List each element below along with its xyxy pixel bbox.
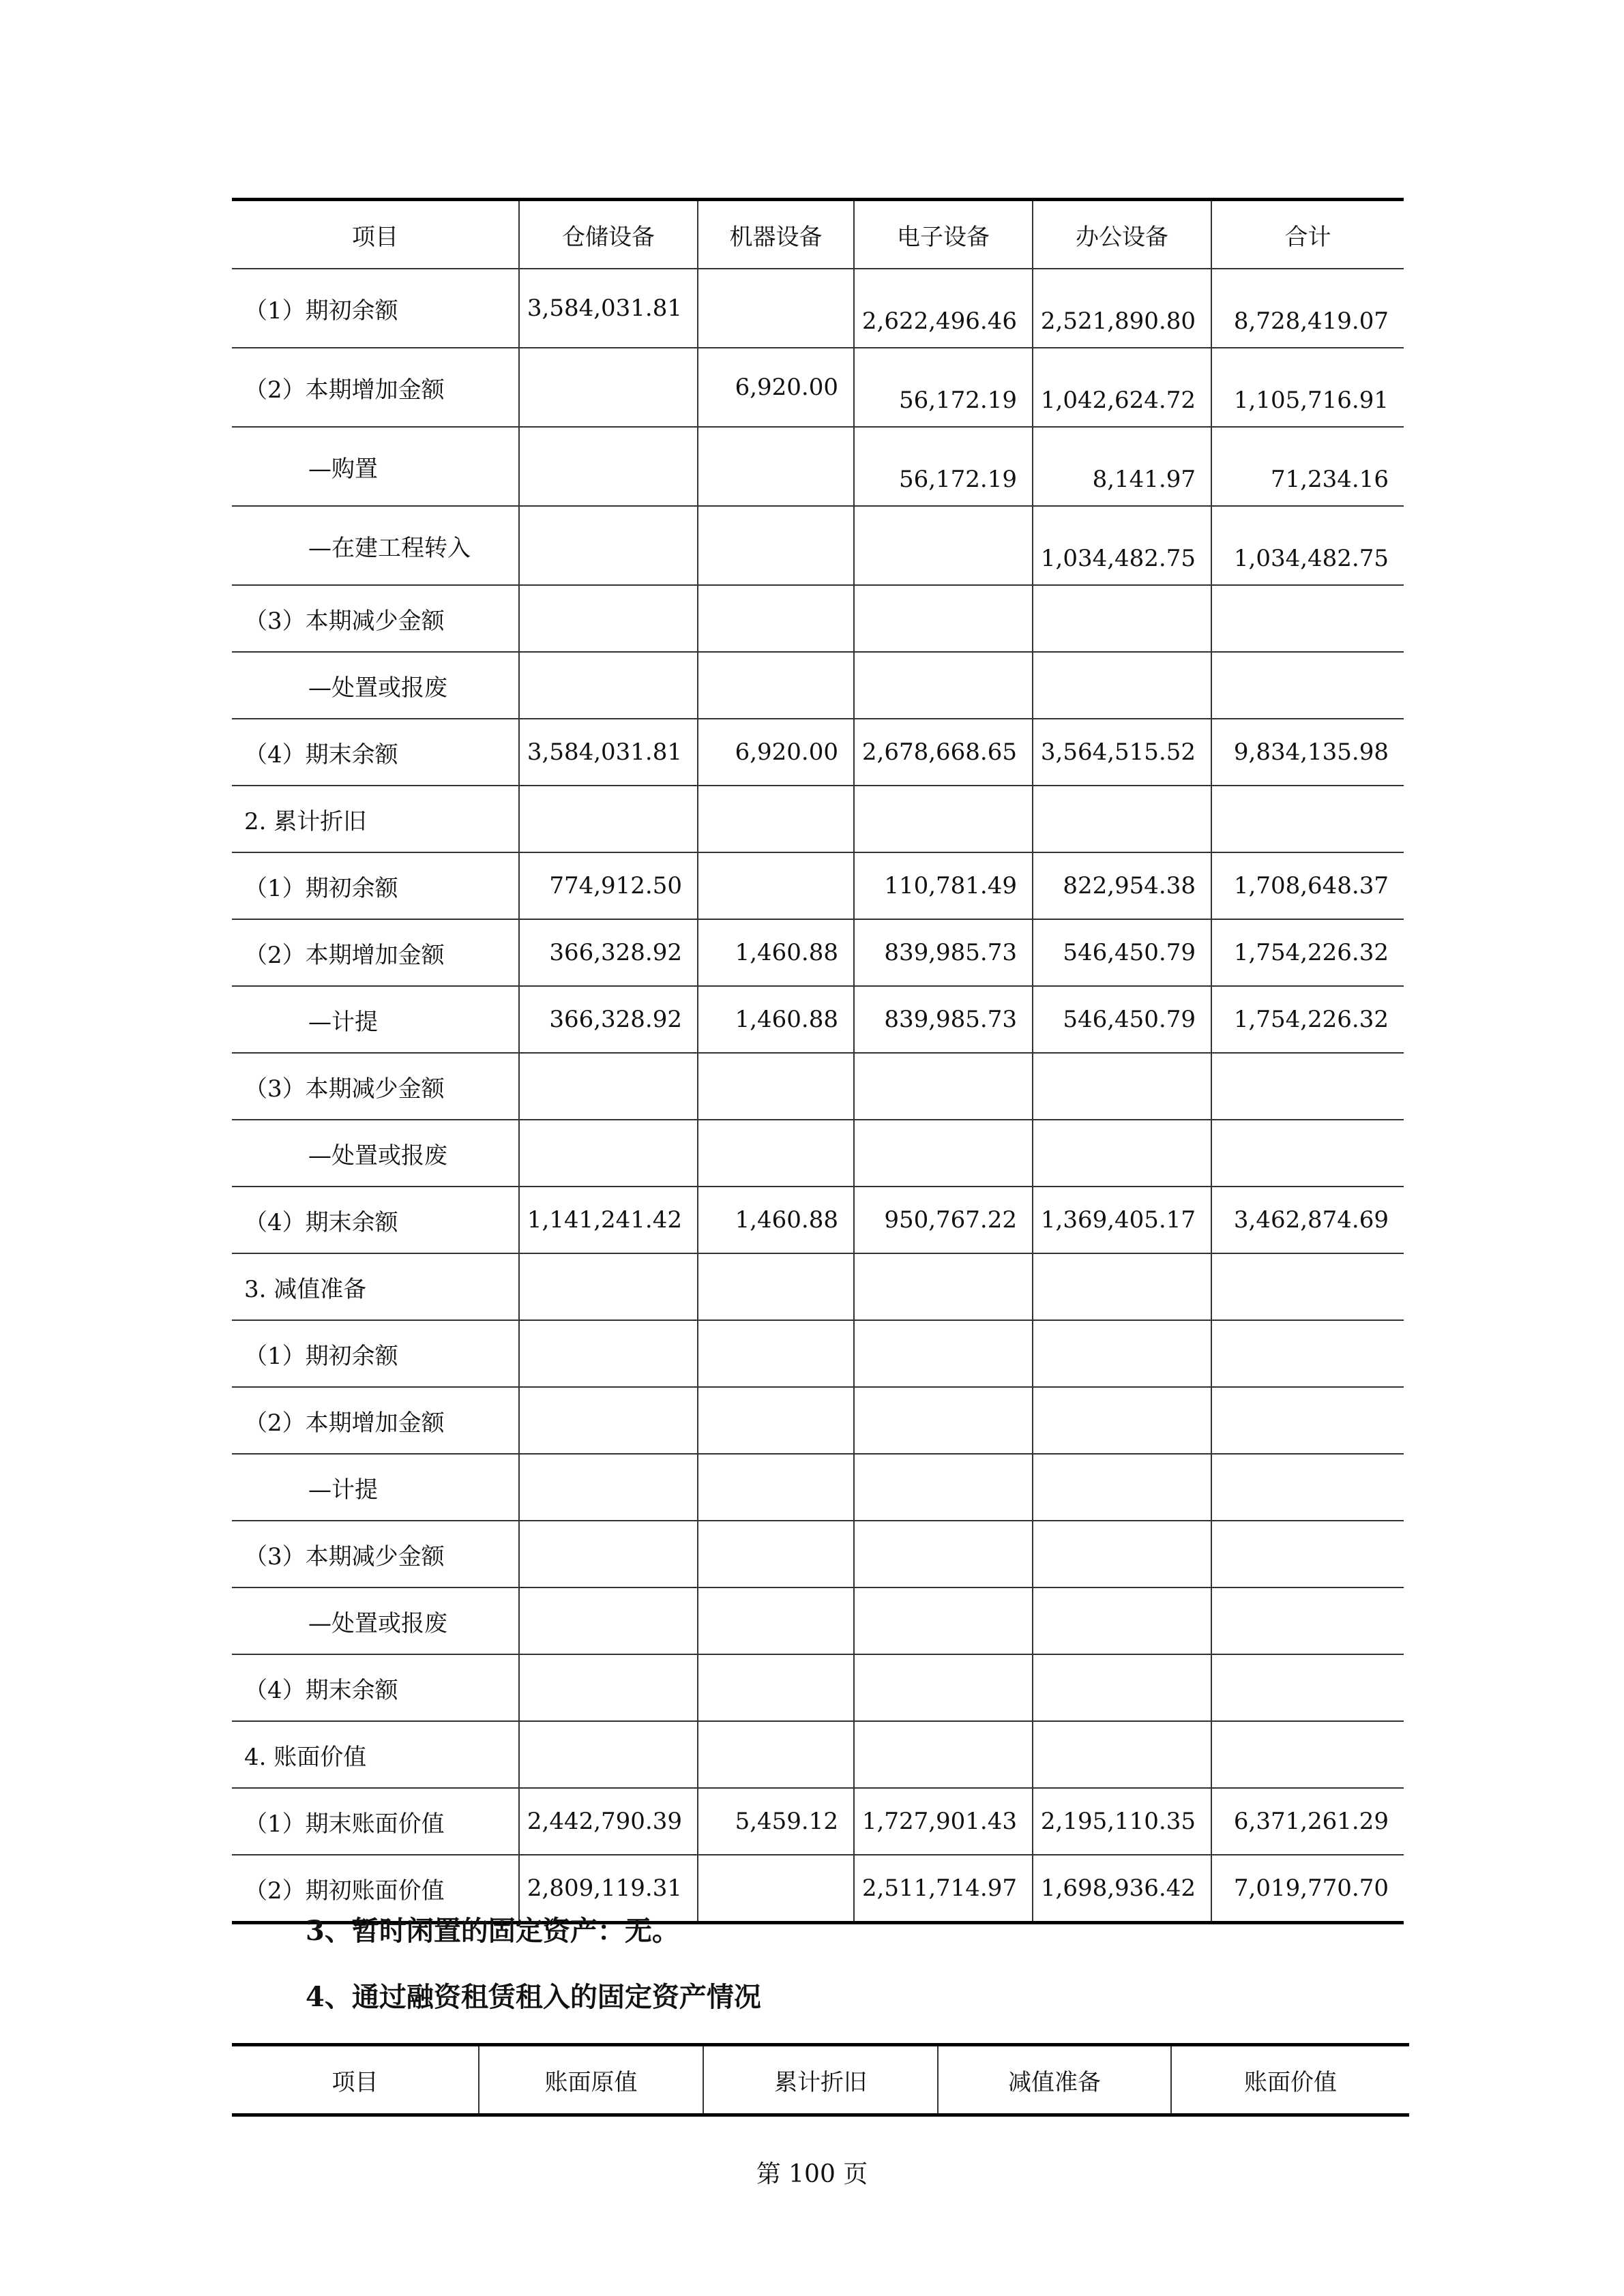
table-cell bbox=[1033, 585, 1211, 652]
table-cell: 2,622,496.46 bbox=[854, 269, 1033, 348]
row-label: （4）期末余额 bbox=[232, 1654, 519, 1721]
table-cell bbox=[1033, 1053, 1211, 1120]
header-electronic-equipment: 电子设备 bbox=[854, 200, 1033, 269]
header-office-equipment: 办公设备 bbox=[1033, 200, 1211, 269]
table-cell bbox=[1033, 1120, 1211, 1187]
table-cell: 6,371,261.29 bbox=[1211, 1788, 1404, 1855]
table-row bbox=[232, 1120, 1404, 1187]
header-accumulated-depreciation: 累计折旧 bbox=[703, 2045, 938, 2115]
table-cell bbox=[1033, 1387, 1211, 1454]
table-cell: 2,511,714.97 bbox=[854, 1855, 1033, 1923]
table-cell: 2,521,890.80 bbox=[1033, 269, 1211, 348]
table-cell: 110,781.49 bbox=[854, 852, 1033, 919]
table-row bbox=[232, 1253, 1404, 1320]
table-cell bbox=[698, 585, 854, 652]
table-cell: 1,034,482.75 bbox=[1033, 506, 1211, 585]
table-cell bbox=[519, 1053, 698, 1120]
table-cell bbox=[698, 786, 854, 852]
fixed-assets-table-header bbox=[232, 200, 1404, 269]
row-label: （2）本期增加金额 bbox=[232, 1387, 519, 1454]
table-cell: 1,460.88 bbox=[698, 1187, 854, 1253]
table-cell: 1,141,241.42 bbox=[519, 1187, 698, 1253]
table-cell bbox=[1211, 1053, 1404, 1120]
table-cell bbox=[519, 786, 698, 852]
table-cell: 5,459.12 bbox=[698, 1788, 854, 1855]
table-cell bbox=[1211, 1454, 1404, 1521]
table-row bbox=[232, 652, 1404, 719]
header-item: 项目 bbox=[232, 2045, 479, 2115]
table-cell: 2,442,790.39 bbox=[519, 1788, 698, 1855]
row-label: （1）期末账面价值 bbox=[232, 1788, 519, 1855]
table-cell: 6,920.00 bbox=[698, 719, 854, 786]
table-cell: 546,450.79 bbox=[1033, 919, 1211, 986]
table-cell bbox=[698, 1521, 854, 1587]
table-cell bbox=[854, 1587, 1033, 1654]
table-row bbox=[232, 1788, 1404, 1855]
section-heading-idle-assets: 3、暂时闲置的固定资产：无。 bbox=[306, 1915, 679, 1947]
row-label: （3）本期减少金额 bbox=[232, 1521, 519, 1587]
table-cell bbox=[519, 585, 698, 652]
header-row bbox=[232, 200, 1404, 269]
table-cell: 1,460.88 bbox=[698, 919, 854, 986]
table-row bbox=[232, 719, 1404, 786]
table-cell bbox=[698, 269, 854, 348]
row-label: —处置或报废 bbox=[232, 1120, 519, 1187]
table-cell bbox=[519, 427, 698, 506]
row-label: （2）本期增加金额 bbox=[232, 919, 519, 986]
table-cell: 7,019,770.70 bbox=[1211, 1855, 1404, 1923]
table-row bbox=[232, 919, 1404, 986]
table-row bbox=[232, 269, 1404, 348]
table-cell bbox=[854, 1521, 1033, 1587]
page-number: 第 100 页 bbox=[756, 2160, 868, 2188]
header-impairment-provision: 减值准备 bbox=[938, 2045, 1171, 2115]
table-cell bbox=[698, 506, 854, 585]
table-cell bbox=[698, 427, 854, 506]
row-label: （4）期末余额 bbox=[232, 1187, 519, 1253]
table-row bbox=[232, 427, 1404, 506]
table-cell bbox=[1033, 1721, 1211, 1788]
table-cell bbox=[854, 786, 1033, 852]
table-cell: 2,195,110.35 bbox=[1033, 1788, 1211, 1855]
table-cell bbox=[519, 348, 698, 427]
table-cell bbox=[519, 1387, 698, 1454]
table-cell: 3,584,031.81 bbox=[519, 719, 698, 786]
table-cell bbox=[854, 1654, 1033, 1721]
table-row bbox=[232, 348, 1404, 427]
table-cell: 1,727,901.43 bbox=[854, 1788, 1033, 1855]
table-cell bbox=[1211, 1587, 1404, 1654]
table-cell bbox=[1211, 1721, 1404, 1788]
row-label: （4）期末余额 bbox=[232, 719, 519, 786]
table-cell: 1,369,405.17 bbox=[1033, 1187, 1211, 1253]
table-cell bbox=[1211, 1521, 1404, 1587]
row-label: —计提 bbox=[232, 1454, 519, 1521]
section-heading-finance-lease-assets: 4、通过融资租赁租入的固定资产情况 bbox=[306, 1981, 761, 2013]
finance-lease-table bbox=[232, 2043, 1409, 2117]
table-cell: 3,584,031.81 bbox=[519, 269, 698, 348]
table-cell bbox=[698, 652, 854, 719]
row-label: 2. 累计折旧 bbox=[232, 786, 519, 852]
header-total: 合计 bbox=[1211, 200, 1404, 269]
table-cell: 2,809,119.31 bbox=[519, 1855, 698, 1923]
table-row bbox=[232, 1587, 1404, 1654]
table-cell bbox=[1211, 1320, 1404, 1387]
table-cell bbox=[854, 1721, 1033, 1788]
table-cell bbox=[854, 585, 1033, 652]
table-cell: 9,834,135.98 bbox=[1211, 719, 1404, 786]
row-label: （3）本期减少金额 bbox=[232, 585, 519, 652]
table-cell: 1,460.88 bbox=[698, 986, 854, 1053]
header-book-value: 账面价值 bbox=[1171, 2045, 1409, 2115]
table-cell: 366,328.92 bbox=[519, 919, 698, 986]
table-cell: 546,450.79 bbox=[1033, 986, 1211, 1053]
table-cell bbox=[519, 1454, 698, 1521]
row-label: （1）期初余额 bbox=[232, 852, 519, 919]
table-cell bbox=[1033, 652, 1211, 719]
table-cell bbox=[519, 1521, 698, 1587]
header-original-value: 账面原值 bbox=[479, 2045, 703, 2115]
table-cell bbox=[1211, 786, 1404, 852]
table-row bbox=[232, 506, 1404, 585]
table-cell bbox=[698, 1654, 854, 1721]
table-cell: 1,754,226.32 bbox=[1211, 919, 1404, 986]
row-label: —处置或报废 bbox=[232, 652, 519, 719]
table-cell: 56,172.19 bbox=[854, 348, 1033, 427]
table-cell bbox=[698, 1120, 854, 1187]
header-machinery: 机器设备 bbox=[698, 200, 854, 269]
table-cell bbox=[519, 506, 698, 585]
row-label: （2）期初账面价值 bbox=[232, 1855, 519, 1923]
header-storage-equipment: 仓储设备 bbox=[519, 200, 698, 269]
table-cell bbox=[1211, 1387, 1404, 1454]
table-cell: 1,105,716.91 bbox=[1211, 348, 1404, 427]
table-cell bbox=[1033, 1454, 1211, 1521]
row-label: —在建工程转入 bbox=[232, 506, 519, 585]
table-row bbox=[232, 1521, 1404, 1587]
row-label: （3）本期减少金额 bbox=[232, 1053, 519, 1120]
table-row bbox=[232, 1654, 1404, 1721]
table-cell: 1,034,482.75 bbox=[1211, 506, 1404, 585]
table-cell bbox=[519, 1587, 698, 1654]
table-cell bbox=[698, 1253, 854, 1320]
table-cell bbox=[519, 1654, 698, 1721]
table-cell: 839,985.73 bbox=[854, 919, 1033, 986]
row-label: 4. 账面价值 bbox=[232, 1721, 519, 1788]
table-row bbox=[232, 986, 1404, 1053]
table-cell bbox=[854, 1253, 1033, 1320]
table-cell bbox=[698, 1053, 854, 1120]
table-cell bbox=[1033, 1654, 1211, 1721]
header-row bbox=[232, 2045, 1409, 2115]
fixed-assets-table bbox=[232, 198, 1404, 1924]
table-row bbox=[232, 1320, 1404, 1387]
fixed-assets-table-body bbox=[232, 269, 1404, 1923]
table-cell bbox=[1211, 1253, 1404, 1320]
table-cell bbox=[698, 1454, 854, 1521]
table-cell: 1,042,624.72 bbox=[1033, 348, 1211, 427]
table-cell bbox=[519, 1253, 698, 1320]
table-cell: 839,985.73 bbox=[854, 986, 1033, 1053]
table-cell bbox=[854, 1053, 1033, 1120]
table-cell bbox=[854, 652, 1033, 719]
table-cell bbox=[854, 506, 1033, 585]
table-cell bbox=[698, 1320, 854, 1387]
table-cell bbox=[854, 1320, 1033, 1387]
table-row bbox=[232, 585, 1404, 652]
table-cell bbox=[854, 1454, 1033, 1521]
table-cell: 366,328.92 bbox=[519, 986, 698, 1053]
table-cell: 822,954.38 bbox=[1033, 852, 1211, 919]
table-cell: 1,708,648.37 bbox=[1211, 852, 1404, 919]
table-cell: 8,728,419.07 bbox=[1211, 269, 1404, 348]
table-cell bbox=[1033, 1320, 1211, 1387]
table-cell: 3,462,874.69 bbox=[1211, 1187, 1404, 1253]
table-row bbox=[232, 1187, 1404, 1253]
table-cell bbox=[1211, 1654, 1404, 1721]
table-cell bbox=[1211, 1120, 1404, 1187]
row-label: 3. 减值准备 bbox=[232, 1253, 519, 1320]
table-row bbox=[232, 1454, 1404, 1521]
finance-lease-table-header bbox=[232, 2045, 1409, 2115]
table-cell bbox=[698, 1387, 854, 1454]
table-cell: 56,172.19 bbox=[854, 427, 1033, 506]
table-cell bbox=[854, 1387, 1033, 1454]
table-cell bbox=[698, 1855, 854, 1923]
table-cell bbox=[1211, 652, 1404, 719]
table-cell bbox=[1033, 1521, 1211, 1587]
table-row bbox=[232, 1387, 1404, 1454]
table-cell: 3,564,515.52 bbox=[1033, 719, 1211, 786]
table-cell: 1,754,226.32 bbox=[1211, 986, 1404, 1053]
table-cell bbox=[519, 1320, 698, 1387]
table-cell bbox=[519, 1721, 698, 1788]
table-cell bbox=[698, 852, 854, 919]
header-item: 项目 bbox=[232, 200, 519, 269]
table-cell bbox=[854, 1120, 1033, 1187]
row-label: （1）期初余额 bbox=[232, 1320, 519, 1387]
table-cell bbox=[1211, 585, 1404, 652]
table-cell bbox=[1033, 1587, 1211, 1654]
table-cell: 6,920.00 bbox=[698, 348, 854, 427]
row-label: —计提 bbox=[232, 986, 519, 1053]
table-row bbox=[232, 852, 1404, 919]
table-row bbox=[232, 786, 1404, 852]
table-cell: 1,698,936.42 bbox=[1033, 1855, 1211, 1923]
table-cell bbox=[519, 1120, 698, 1187]
table-row bbox=[232, 1721, 1404, 1788]
table-cell: 774,912.50 bbox=[519, 852, 698, 919]
row-label: （2）本期增加金额 bbox=[232, 348, 519, 427]
table-row bbox=[232, 1053, 1404, 1120]
table-cell: 950,767.22 bbox=[854, 1187, 1033, 1253]
table-cell bbox=[698, 1587, 854, 1654]
table-cell: 71,234.16 bbox=[1211, 427, 1404, 506]
table-cell: 2,678,668.65 bbox=[854, 719, 1033, 786]
table-cell bbox=[1033, 1253, 1211, 1320]
table-cell bbox=[698, 1721, 854, 1788]
row-label: （1）期初余额 bbox=[232, 269, 519, 348]
row-label: —处置或报废 bbox=[232, 1587, 519, 1654]
row-label: —购置 bbox=[232, 427, 519, 506]
table-cell bbox=[1033, 786, 1211, 852]
table-cell: 8,141.97 bbox=[1033, 427, 1211, 506]
table-cell bbox=[519, 652, 698, 719]
